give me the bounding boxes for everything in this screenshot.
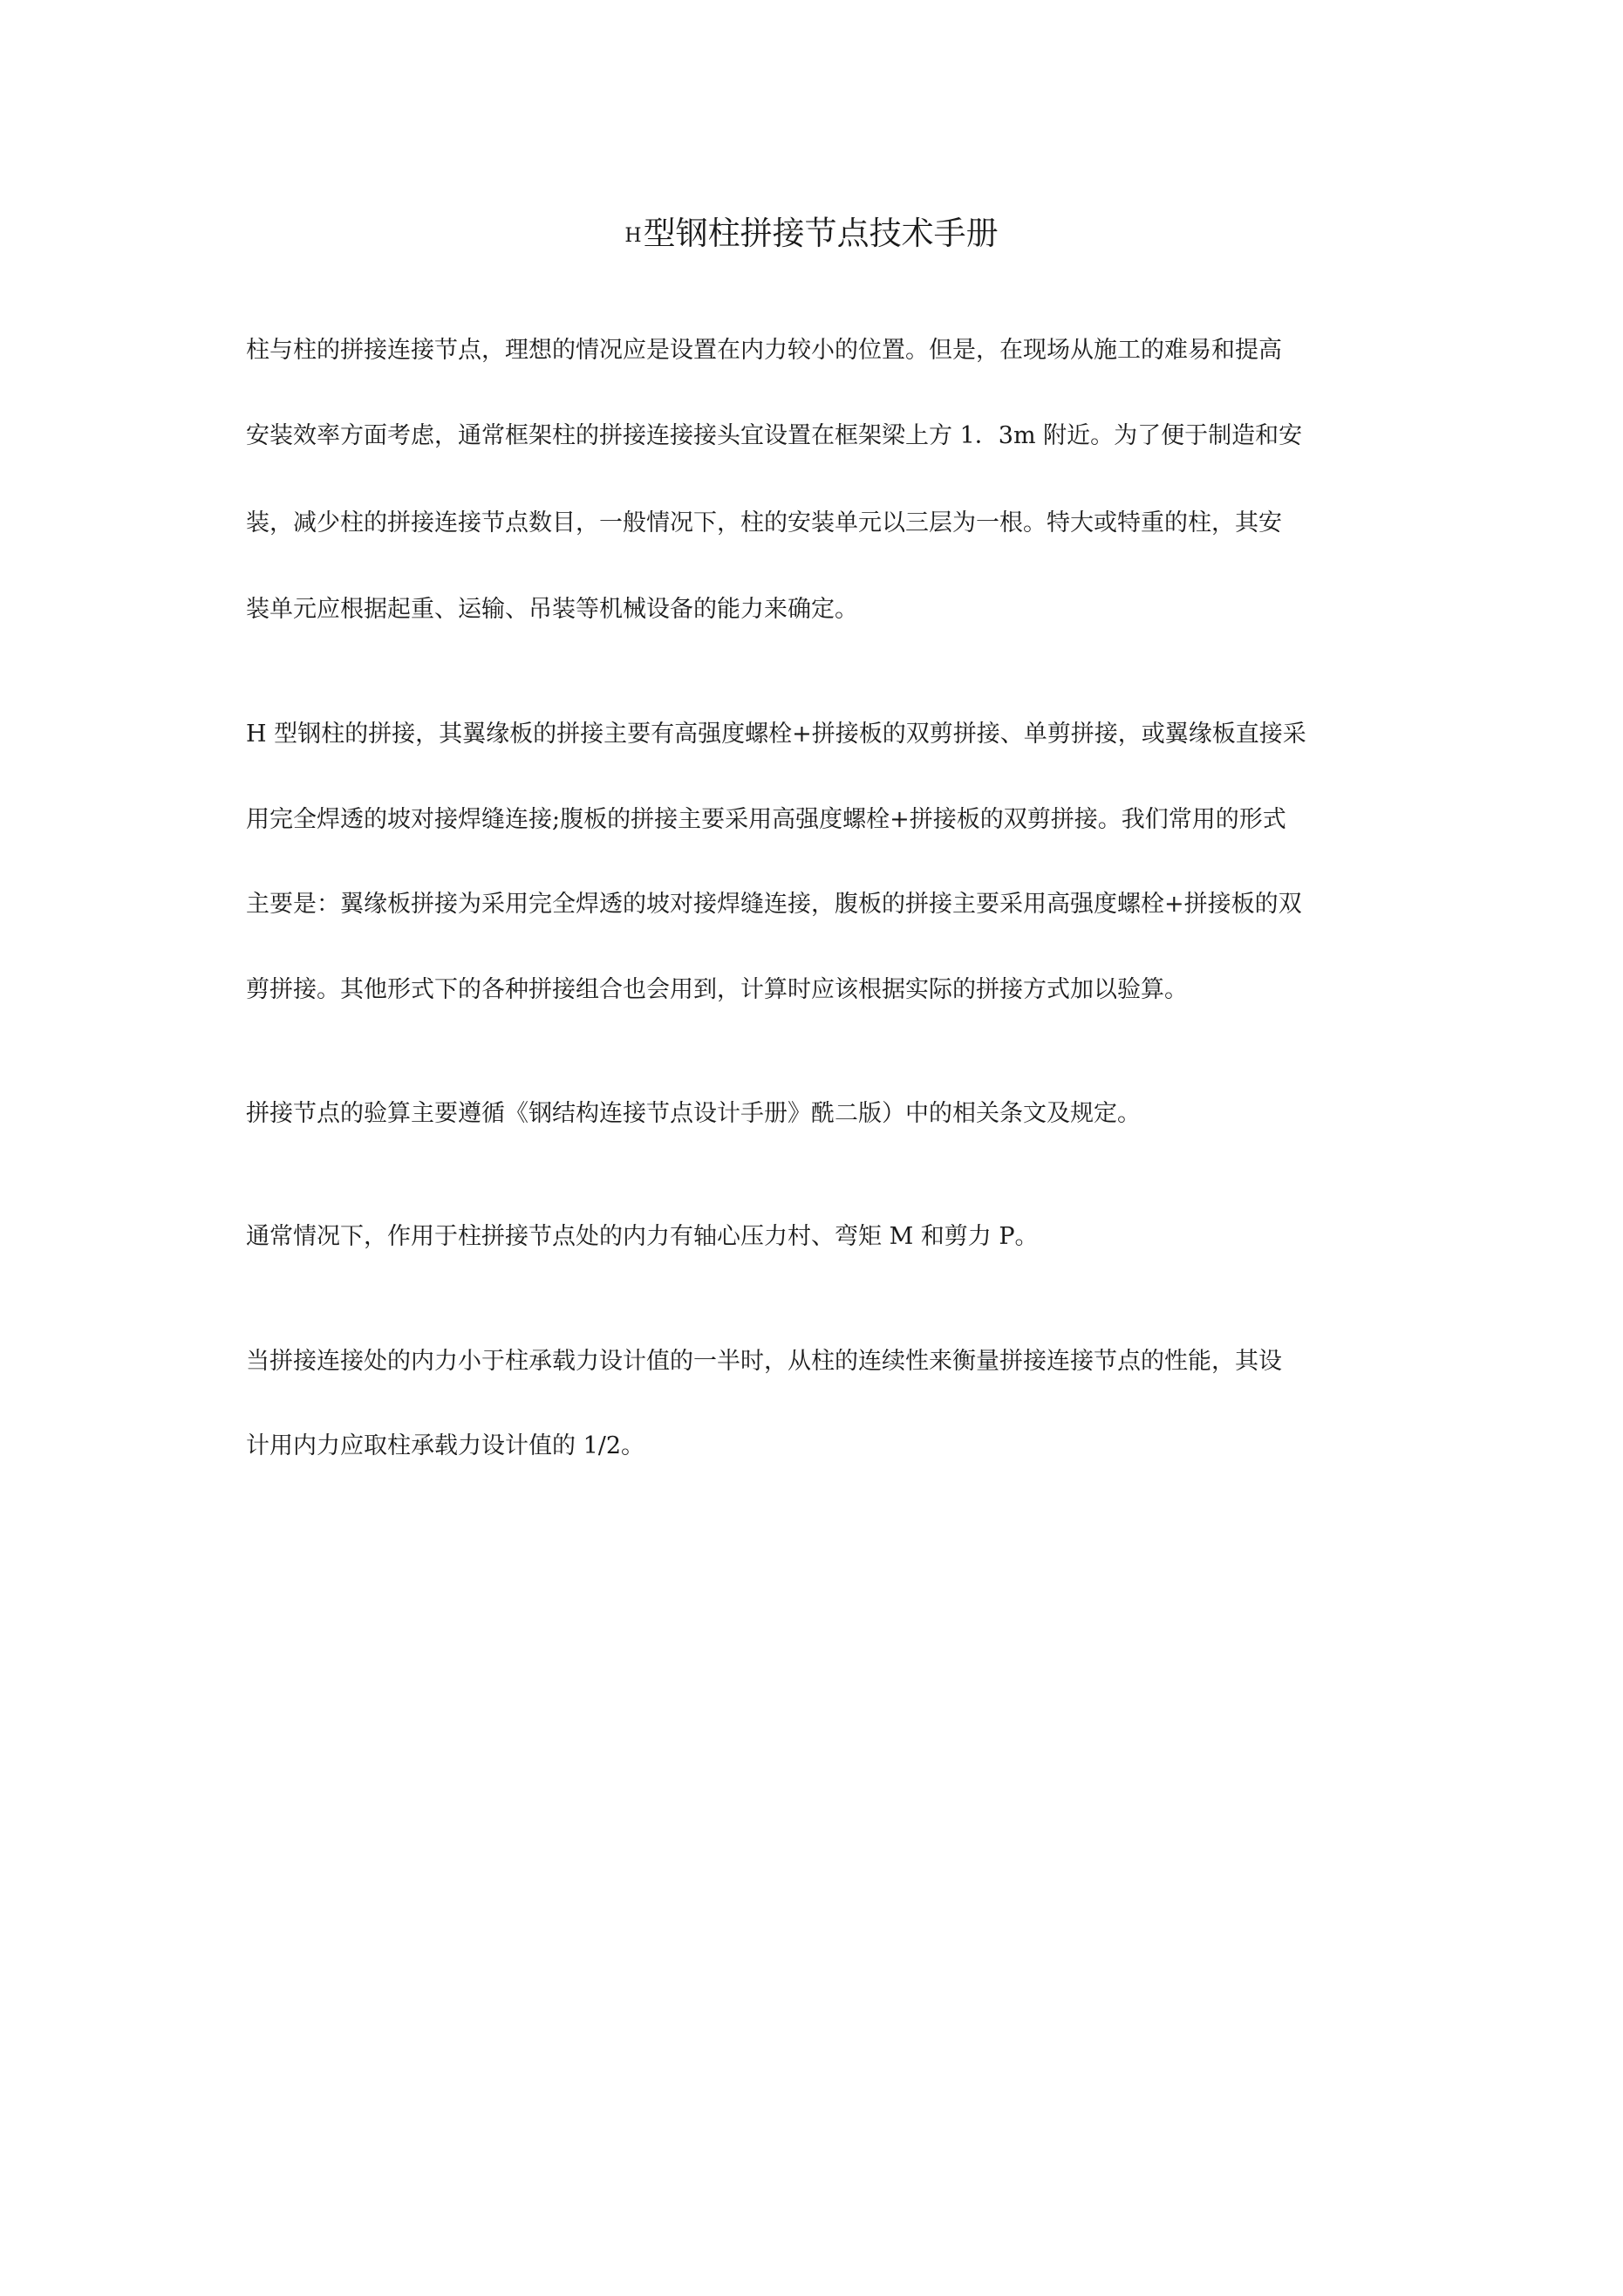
paragraph-1-line-2: 安装效率方面考虑，通常框架柱的拼接连接接头宜设置在框架梁上方 1．3m 附近。为了便于制造和安 — [246, 422, 1303, 449]
paragraph-2-line-1: H 型钢柱的拼接，其翼缘板的拼接主要有高强度螺栓+拼接板的双剪拼接、单剪拼接，或翼缘板直接采 — [246, 721, 1306, 748]
paragraph-2-line-3: 主要是：翼缘板拼接为采用完全焊透的坡对接焊缝连接，腹板的拼接主要采用高强度螺栓+拼接板的双 — [246, 891, 1302, 918]
paragraph-2-line-4: 剪拼接。其他形式下的各种拼接组合也会用到，计算时应该根据实际的拼接方式加以验算。 — [246, 976, 1188, 1003]
paragraph-1-line-4: 装单元应根据起重、运输、吊装等机械设备的能力来确定。 — [246, 596, 858, 623]
paragraph-5-line-2: 计用内力应取柱承载力设计值的 1/2。 — [246, 1432, 645, 1459]
paragraph-4: 通常情况下，作用于柱拼接节点处的内力有轴心压力村、弯矩 M 和剪力 P。 — [246, 1223, 1039, 1250]
paragraph-2-line-2: 用完全焊透的坡对接焊缝连接;腹板的拼接主要采用高强度螺栓+拼接板的双剪拼接。我们常用的形式 — [246, 806, 1286, 833]
title-prefix: H — [624, 225, 642, 247]
paragraph-1-line-3: 装，减少柱的拼接连接节点数目，一般情况下，柱的安装单元以三层为一根。特大或特重的柱，其安 — [246, 509, 1282, 536]
document-title — [0, 208, 1623, 263]
title-text: 型钢柱拼接节点技术手册 — [643, 215, 999, 252]
paragraph-1-line-1: 柱与柱的拼接连接节点，理想的情况应是设置在内力较小的位置。但是，在现场从施工的难易和提高 — [246, 337, 1282, 364]
paragraph-5-line-1: 当拼接连接处的内力小于柱承载力设计值的一半时，从柱的连续性来衡量拼接连接节点的性能，其设 — [246, 1348, 1282, 1375]
paragraph-3: 拼接节点的验算主要遵循《钢结构连接节点设计手册》酰二版）中的相关条文及规定。 — [246, 1100, 1141, 1127]
